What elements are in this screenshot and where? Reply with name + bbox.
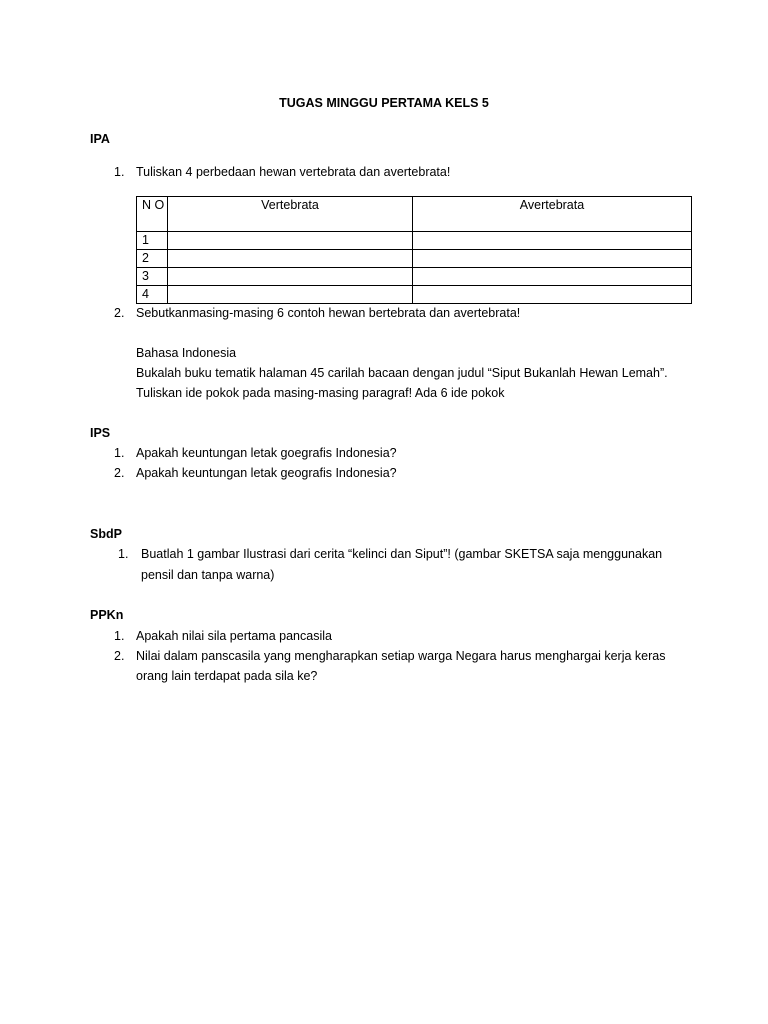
- ipa-q2-text: Sebutkanmasing-masing 6 contoh hewan bertebrata dan avertebrata!: [136, 306, 521, 320]
- ips-q1-text: Apakah keuntungan letak goegrafis Indonesia?: [136, 446, 397, 460]
- section-heading-ppkn: PPKn: [90, 608, 124, 622]
- ppkn-q2-number: 2.: [114, 649, 125, 663]
- table-cell-no: 4: [137, 286, 168, 304]
- table-cell-empty: [413, 286, 692, 304]
- table-cell-empty: [413, 250, 692, 268]
- table-header-avertebrata: Avertebrata: [413, 197, 692, 232]
- bahasa-line-2: Tuliskan ide pokok pada masing-masing paragraf! Ada 6 ide pokok: [136, 386, 505, 400]
- sbdp-q1-number: 1.: [118, 547, 129, 561]
- table-row: [137, 286, 692, 304]
- ipa-q1-text: Tuliskan 4 perbedaan hewan vertebrata dan avertebrata!: [136, 165, 451, 179]
- table-cell-empty: [168, 268, 413, 286]
- table-row: [137, 232, 692, 250]
- vertebrata-table: [136, 196, 692, 304]
- ips-q2-text: Apakah keuntungan letak geografis Indonesia?: [136, 466, 397, 480]
- ppkn-q2-line-2: orang lain terdapat pada sila ke?: [136, 669, 318, 683]
- bahasa-line-1: Bukalah buku tematik halaman 45 carilah bacaan dengan judul “Siput Bukanlah Hewan Lemah”.: [136, 366, 668, 380]
- table-row: [137, 268, 692, 286]
- document-title: TUGAS MINGGU PERTAMA KELS 5: [279, 96, 489, 110]
- ppkn-q2-line-1: Nilai dalam panscasila yang mengharapkan setiap warga Negara harus menghargai kerja keras: [136, 649, 666, 663]
- table-cell-no: 2: [137, 250, 168, 268]
- table-cell-empty: [413, 232, 692, 250]
- ips-q1-number: 1.: [114, 446, 125, 460]
- sbdp-q1-line-1: Buatlah 1 gambar Ilustrasi dari cerita “kelinci dan Siput”! (gambar SKETSA saja menggunakan: [141, 547, 663, 561]
- section-heading-sbdp: SbdP: [90, 527, 122, 541]
- table-row: [137, 250, 692, 268]
- table-header-vertebrata: Vertebrata: [168, 197, 413, 232]
- section-heading-ipa: IPA: [90, 132, 110, 146]
- ipa-q2-number: 2.: [114, 306, 125, 320]
- section-heading-ips: IPS: [90, 426, 111, 440]
- ips-q2-number: 2.: [114, 466, 125, 480]
- table-cell-no: 1: [137, 232, 168, 250]
- table-header-row: [137, 197, 692, 232]
- ipa-q1-number: 1.: [114, 165, 125, 179]
- table-cell-empty: [413, 268, 692, 286]
- bahasa-heading: Bahasa Indonesia: [136, 346, 237, 360]
- table-header-no: N O: [137, 197, 168, 232]
- table-cell-no: 3: [137, 268, 168, 286]
- ppkn-q1-text: Apakah nilai sila pertama pancasila: [136, 629, 332, 643]
- table-cell-empty: [168, 286, 413, 304]
- ppkn-q1-number: 1.: [114, 629, 125, 643]
- sbdp-q1-line-2: pensil dan tanpa warna): [141, 568, 275, 582]
- table-cell-empty: [168, 250, 413, 268]
- table-cell-empty: [168, 232, 413, 250]
